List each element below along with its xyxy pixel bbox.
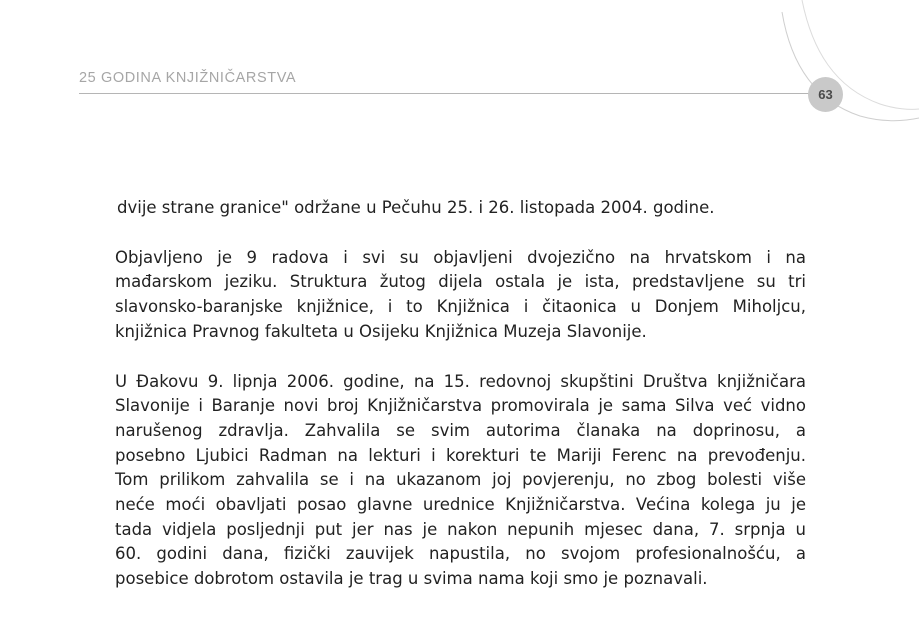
text-line: slavonsko-baranjske knjižnice, i to Knjižnica i čitaonica u Donjem Miholjcu, — [115, 297, 806, 317]
text-line: posebno Ljubici Radman na lekturi i korekturi te Mariji Ferenc na prevođenju. — [115, 445, 806, 465]
text-line: dvije strane granice" održane u Pečuhu 25. i 26. listopada 2004. godine. — [117, 198, 715, 217]
text-line: narušenog zdravlja. Zahvalila se svim autorima članaka na doprinosu, a — [115, 420, 806, 440]
text-line: Tom prilikom zahvalila se i na ukazanom joj povjerenju, no zbog bolesti više — [115, 470, 806, 490]
text-line: 60. godini dana, fizički zauvijek napustila, no svojom profesionalnošću, a — [115, 544, 806, 564]
text-line: knjižnica Pravnog fakulteta u Osijeku Knjižnica Muzeja Slavonije. — [115, 321, 647, 341]
running-head-title: 25 GODINA KNJIŽNIČARSTVA — [79, 70, 297, 86]
text-line: neće moći obavljati posao glavne urednice Knjižničarstva. Većina kolega ju je — [115, 495, 806, 515]
text-line: posebice dobrotom ostavila je trag u svima nama koji smo je poznavali. — [115, 569, 708, 589]
page-number-badge: 63 — [808, 77, 843, 112]
header-rule — [79, 93, 810, 94]
paragraph — [115, 370, 806, 592]
text-line: U Đakovu 9. lipnja 2006. godine, na 15. redovnoj skupštini Društva knjižničara — [115, 371, 806, 391]
text-line: tada vidjela posljednji put jer nas je nakon nepunih mjesec dana, 7. srpnja u — [115, 519, 806, 539]
text-line: Objavljeno je 9 radova i svi su objavljeni dvojezično na hrvatskom i na — [115, 247, 806, 267]
paragraph — [115, 196, 806, 221]
body-text — [115, 196, 806, 617]
text-line: mađarskom jeziku. Struktura žutog dijela ostala je ista, predstavljene su tri — [115, 272, 806, 292]
text-line: Slavonije i Baranje novi broj Knjižničarstva promovirala je sama Silva već vidno — [115, 396, 806, 416]
paragraph — [115, 246, 806, 345]
